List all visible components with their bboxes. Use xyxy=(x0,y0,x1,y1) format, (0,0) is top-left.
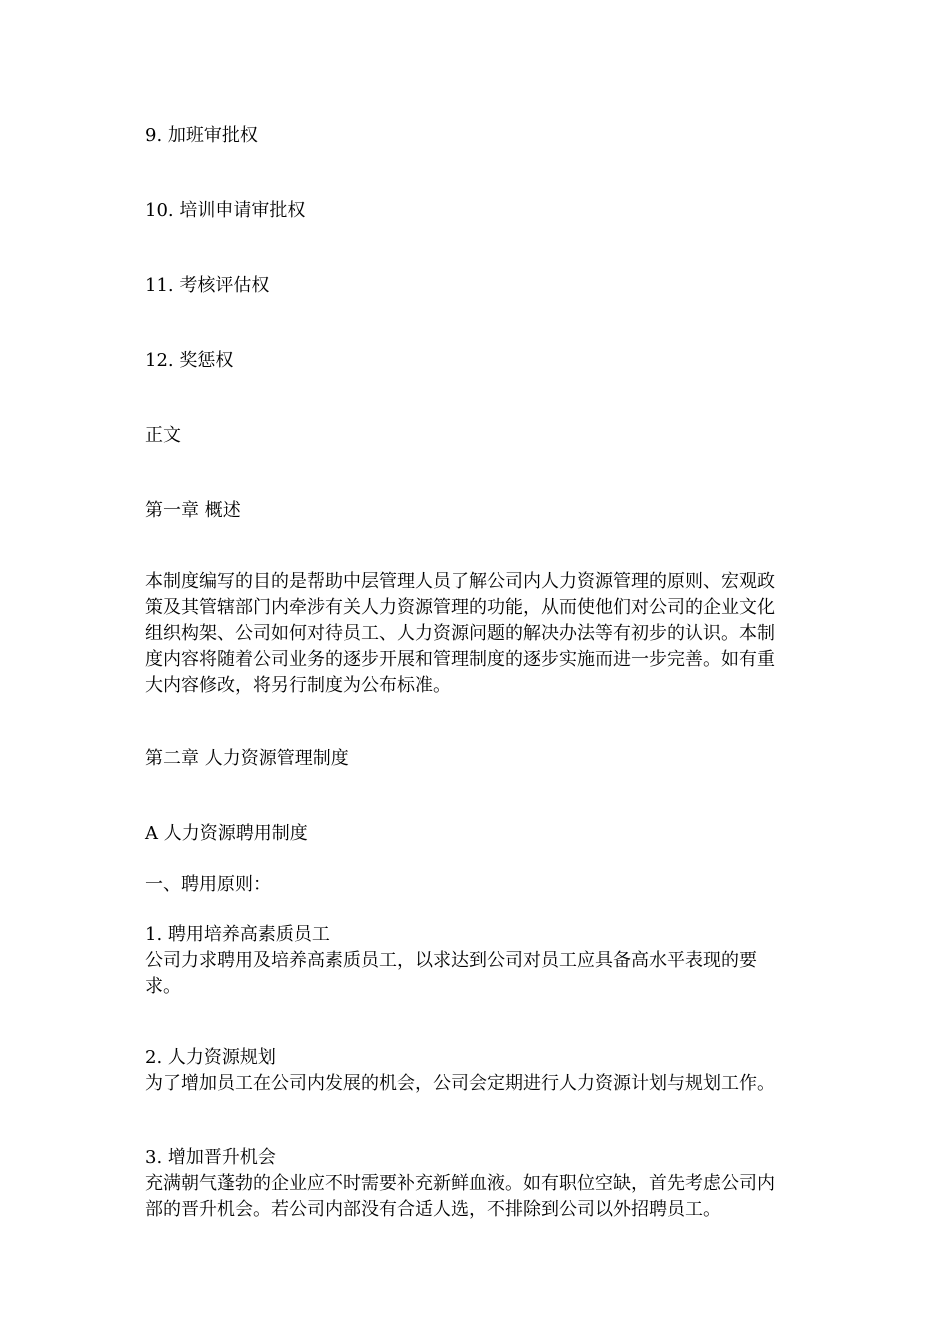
principles-heading: 一、聘用原则： xyxy=(145,874,271,895)
section-a-title: A 人力资源聘用制度 xyxy=(145,823,308,844)
principle-text-line: 公司力求聘用及培养高素质员工，以求达到公司对员工应具备高水平表现的要 xyxy=(145,950,757,971)
principle-title: 1. 聘用培养高素质员工 xyxy=(145,924,330,945)
list-item-12: 12. 奖惩权 xyxy=(145,350,234,371)
chapter-1-paragraph xyxy=(145,569,810,699)
principle-1 xyxy=(145,922,810,1000)
principle-title: 2. 人力资源规划 xyxy=(145,1047,276,1068)
principle-2 xyxy=(145,1045,810,1097)
chapter-1-title: 第一章 概述 xyxy=(145,500,241,521)
principle-title: 3. 增加晋升机会 xyxy=(145,1147,276,1168)
paragraph-line: 策及其管辖部门内牵涉有关人力资源管理的功能，从而使他们对公司的企业文化 xyxy=(145,597,775,618)
principle-text-line: 充满朝气蓬勃的企业应不时需要补充新鲜血液。如有职位空缺，首先考虑公司内 xyxy=(145,1173,775,1194)
list-item-9: 9. 加班审批权 xyxy=(145,125,258,146)
chapter-2-title: 第二章 人力资源管理制度 xyxy=(145,748,349,769)
paragraph-line: 组织构架、公司如何对待员工、人力资源问题的解决办法等有初步的认识。本制 xyxy=(145,623,775,644)
principle-text-line: 求。 xyxy=(145,976,181,997)
principle-text-line: 为了增加员工在公司内发展的机会，公司会定期进行人力资源计划与规划工作。 xyxy=(145,1073,775,1094)
principle-text-line: 部的晋升机会。若公司内部没有合适人选，不排除到公司以外招聘员工。 xyxy=(145,1199,721,1220)
list-item-10: 10. 培训申请审批权 xyxy=(145,200,306,221)
paragraph-line: 度内容将随着公司业务的逐步开展和管理制度的逐步实施而进一步完善。如有重 xyxy=(145,649,775,670)
body-heading: 正文 xyxy=(145,425,181,446)
principle-3 xyxy=(145,1145,810,1223)
list-item-11: 11. 考核评估权 xyxy=(145,275,270,296)
paragraph-line: 本制度编写的目的是帮助中层管理人员了解公司内人力资源管理的原则、宏观政 xyxy=(145,571,775,592)
paragraph-line: 大内容修改，将另行制度为公布标准。 xyxy=(145,675,451,696)
